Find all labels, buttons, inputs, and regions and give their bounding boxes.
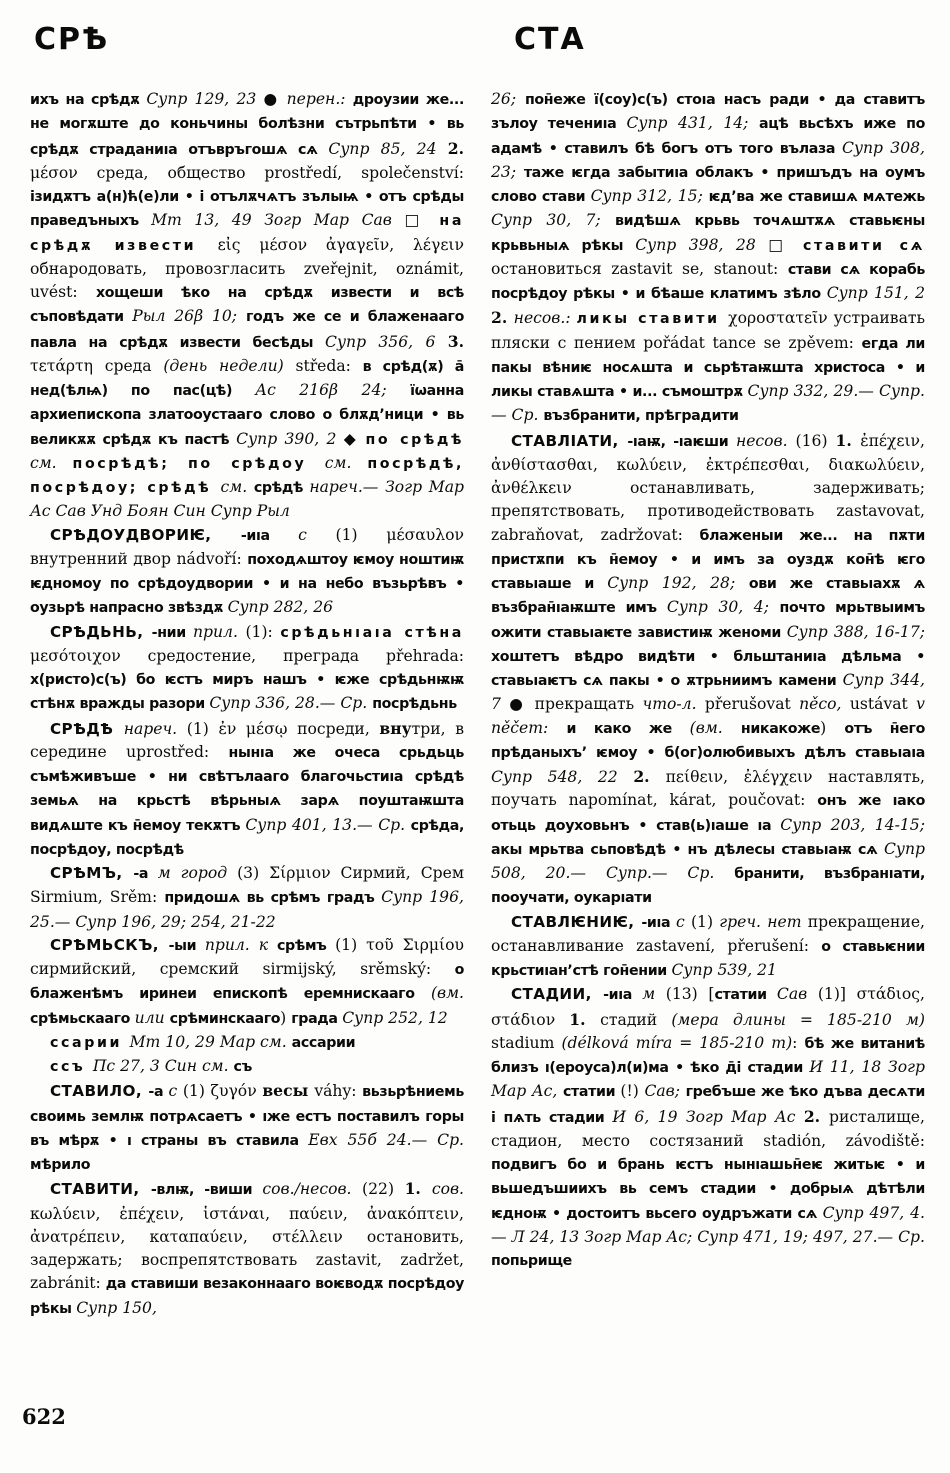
- text-segment: v něčem:: [491, 695, 925, 737]
- text-segment: гребъше же ѣко дъва десѧти і пѧть стадии: [491, 1084, 925, 1126]
- text-segment: středa:: [295, 356, 363, 375]
- text-segment: ликы ставити: [576, 311, 729, 328]
- text-segment: εἰς μέσον ἀγαγεῖν, λέγειν обнародовать, провозгласить zveřejnit, oznámit, uvést:: [30, 235, 464, 301]
- text-segment: (1) τοῦ Σιρμίου сирмийский, сремский sirmijský, srěmský:: [30, 935, 465, 978]
- text-segment: хощеши ѣко на срѣдѫ извести и всѣ съповѣдати: [30, 285, 464, 326]
- text-segment: сов./несов.: [262, 1180, 363, 1199]
- text-segment: стадий: [600, 1010, 672, 1029]
- text-segment: Супр 332, 29.— Супр.— Ср.: [491, 382, 925, 425]
- text-segment: нынıа же очеса срьдьць съмѣживъше • ни свѣтълааго благочьстиıа срѣдѣ земьѧ на крьстѣ вѣрьныѧ зарѧ поуштаѭшта видѧште къ н̄емоу текѫтъ: [30, 744, 464, 834]
- text-segment: :: [792, 1033, 805, 1052]
- text-segment: -иıа: [641, 914, 677, 931]
- text-segment: -иıа: [240, 527, 299, 544]
- text-segment: ристалище, стадион, место состязаний stadión, závodiště:: [491, 1107, 925, 1150]
- text-segment: с: [298, 525, 336, 544]
- text-segment: дроузии же... не могѫште до коньчины болѣзни сътрьпѣти • вь срѣдѫ страданиıа отъвръгошѧ сѧ: [30, 92, 465, 158]
- text-segment: почто мрьтвыимъ ожити ставьıаѥте завистиѭ женоми: [491, 600, 925, 641]
- left-text-column: [30, 88, 464, 1321]
- text-segment: прил.: [192, 622, 246, 641]
- text-segment: несов.: [735, 431, 796, 450]
- dictionary-paragraph: [30, 1079, 464, 1177]
- text-segment: бранити, възбранıати, пооучати, оукарıати: [491, 866, 925, 907]
- text-segment: χοροστατεῖν устраивать пляски с пением pořádat tance se zpěvem:: [491, 309, 925, 352]
- dictionary-paragraph: [491, 88, 925, 429]
- text-segment: Супр 85, 24: [328, 139, 448, 158]
- text-segment: посрѣдѣ; по срѣдоу: [72, 455, 325, 472]
- dictionary-paragraph: [491, 983, 925, 1273]
- text-segment: (1)] στάδιος, στάδιον: [491, 985, 925, 1029]
- text-segment: Супр 282, 26: [227, 598, 334, 617]
- headword: СТАВЛѤНИѤ,: [511, 912, 642, 931]
- text-segment: Супр 150,: [76, 1298, 157, 1317]
- dictionary-paragraph: [491, 429, 925, 911]
- text-segment: (délková míra = 185-210 m): [561, 1033, 793, 1052]
- text-segment: отъ н̄его прѣданыхъ’ ѥмоу • б(ог)олюбивыхъ дѣлъ ставьıаıа: [491, 720, 925, 761]
- headword: СРѢДЬНЬ,: [50, 622, 152, 641]
- dictionary-paragraph: [30, 621, 464, 717]
- text-segment: перен.:: [286, 90, 353, 108]
- text-segment: Супр 192, 28;: [607, 574, 749, 592]
- headword: СТАВИТИ,: [50, 1180, 151, 1199]
- text-segment: сов.: [431, 1180, 464, 1199]
- text-segment: (1): [690, 912, 720, 931]
- text-segment: ставити сѧ: [803, 237, 925, 254]
- text-segment: несов.:: [513, 309, 577, 328]
- text-segment: μέσον среда, общество prostředí, společenství:: [30, 163, 464, 182]
- text-segment: срѣда, посрѣдоу, посрѣдѣ: [30, 817, 464, 858]
- dictionary-paragraph: [30, 1177, 464, 1321]
- text-segment: о блаженѣмъ иринеи епископѣ еремнискааго: [30, 962, 464, 1003]
- text-segment: ustávat: [849, 695, 917, 714]
- running-head-left: СРѢ: [34, 22, 110, 57]
- text-segment: -ыи: [168, 937, 205, 954]
- text-segment: или: [134, 1008, 170, 1027]
- dictionary-paragraph: [30, 717, 464, 863]
- text-segment: Супр 388, 16-17;: [786, 622, 925, 641]
- text-segment: придошѧ вь срѣмъ градъ: [164, 890, 382, 907]
- text-segment: □: [768, 235, 804, 254]
- text-segment: (22): [362, 1180, 405, 1199]
- text-segment: Супр 308, 23;: [491, 138, 925, 181]
- text-segment: (вм.: [689, 718, 741, 737]
- text-segment: Мт 10, 29 Мар см.: [129, 1032, 292, 1051]
- text-segment: Ас 216β 24;: [255, 381, 411, 399]
- text-segment: хоштетъ вѣдро видѣти • бльштаниıа дѣльма • ставьıаѥтъ сѧ пакы • о ѫтрьниимъ камени: [491, 648, 925, 689]
- text-segment: Супр 30, 7;: [491, 211, 616, 230]
- text-segment: Супр 548, 22: [491, 768, 634, 786]
- text-segment: (1) μέσαυλον внутренний двор nádvoří:: [30, 525, 464, 568]
- text-segment: Супр 30, 4;: [666, 598, 780, 617]
- text-segment: годъ же се и блаженааго павла на срѣдѫ извести бесѣды: [30, 309, 465, 351]
- text-segment: -ıаѭ, -ıаѥши: [627, 433, 736, 450]
- text-segment: Супр 497, 4.— Л 24, 13 Зогр Мар Ас; Супр 471, 19; 497, 27.— Ср.: [491, 1203, 925, 1246]
- text-segment: -иıа: [603, 987, 643, 1004]
- text-segment: Сав: [776, 985, 818, 1004]
- text-segment: срѣминскааго: [169, 1010, 281, 1027]
- text-segment: что-л.: [642, 695, 705, 714]
- text-segment: вну: [379, 718, 412, 738]
- text-segment: Супр 344, 7: [491, 671, 925, 714]
- text-segment: никакоже: [740, 720, 821, 737]
- text-segment: τετάρτη среда: [30, 356, 164, 375]
- headword: СРѢМЬСКЪ,: [50, 935, 169, 954]
- text-segment: ): [280, 1008, 292, 1027]
- dictionary-paragraph: [30, 862, 464, 934]
- text-segment: акы мрьтва сьповѣдѣ • нъ дѣлесы ставьıаѭ сѧ: [491, 841, 884, 858]
- text-segment: □: [404, 211, 440, 230]
- text-segment: πείθειν, ἐλέγχειν наставлять, поучать napomínat, kárat, poučovat:: [491, 768, 925, 810]
- text-segment: (мера длины = 185-210 м): [671, 1010, 925, 1029]
- text-segment: с: [676, 912, 691, 931]
- text-segment: 1.: [569, 1009, 601, 1029]
- text-segment: (3) Σίρμιον Сирмий, Срем Sirmium, Srěm:: [30, 864, 464, 907]
- text-segment: ◆: [343, 429, 366, 448]
- text-segment: см.: [30, 453, 73, 472]
- text-segment: Супр 398, 28: [635, 235, 769, 254]
- text-segment: прекращать: [534, 695, 643, 714]
- text-segment: срѣмьскааго: [30, 1010, 135, 1027]
- text-segment: възбранити, прѣградити: [543, 408, 739, 425]
- text-segment: онъ же ıако отьць доуховьнъ • став(ь)ıаше ıа: [491, 793, 925, 834]
- dictionary-paragraph: [30, 1055, 464, 1079]
- text-segment: Сав;: [644, 1082, 686, 1101]
- text-segment: Супр 508, 20.— Супр.— Ср.: [491, 839, 925, 882]
- text-segment: (1) ζυγόν: [182, 1082, 263, 1101]
- text-segment: нареч.— Зогр Мар Ас Сав Унд Боян Син Супр Рыл: [30, 478, 464, 521]
- text-segment: -а: [133, 866, 158, 882]
- text-segment: Супр 401, 13.— Ср.: [245, 815, 411, 834]
- text-segment: Супр 356, 6: [325, 332, 448, 351]
- text-segment: Пс 27, 3 Син см.: [92, 1057, 234, 1075]
- text-segment: Супр 129, 23: [146, 90, 264, 108]
- text-segment: ѥд’ва же ставишѧ мѧтежь: [708, 189, 925, 205]
- text-segment: х(ристо)с(ъ) бо ѥстъ миръ нашъ • ѥже срѣдьнѭѭ стѣнѫ вражды разори: [30, 672, 464, 713]
- text-segment: (1):: [245, 622, 281, 641]
- page-number: 622: [22, 1404, 74, 1429]
- text-segment: в срѣд(ѫ) а̄ нед(ѣлѩ) по пас(цѣ): [30, 358, 464, 399]
- text-segment: походѧштоу ѥмоу ноштиѭ ѥдномоу по срѣдоудвории • и на небо възьрѣвъ • оузьрѣ напрасно звѣздѫ: [30, 551, 464, 617]
- text-segment: попьрище: [491, 1253, 572, 1269]
- text-segment: 2.: [633, 767, 666, 786]
- text-segment: И 11, 18 Зогр Мар Ас,: [491, 1058, 925, 1101]
- text-segment: něco,: [799, 695, 850, 714]
- text-segment: (!): [620, 1082, 645, 1101]
- dictionary-paragraph: [491, 911, 925, 984]
- text-segment: ови же ставьıахѫ ѧ възбран̄ıаѭште имъ: [491, 576, 925, 617]
- text-segment: весы: [262, 1081, 315, 1101]
- headword: СТАВИЛО,: [50, 1082, 149, 1101]
- text-segment: греч. нет: [719, 912, 808, 931]
- text-segment: вьзьрѣниемь своимь землѭ потрѧсаетъ • ıже естъ поставилъ горы въ мѣрѫ • ı страны въ ставила: [30, 1084, 465, 1149]
- right-text-column: [491, 88, 925, 1273]
- text-segment: с: [168, 1082, 183, 1101]
- text-segment: о ставьѥнии крьстиıан’стѣ гон̄ении: [491, 938, 925, 979]
- text-segment: посрѣдѣ, посрѣдоу; срѣдѣ: [30, 455, 464, 496]
- running-head-right: СТА: [514, 22, 586, 57]
- text-segment: ацѣ вьсѣхъ иже по адамѣ • ставилъ бѣ богъ отъ того вълаза: [491, 116, 925, 157]
- text-segment: (день недели): [163, 356, 296, 375]
- text-segment: Супр 390, 2: [236, 429, 344, 448]
- text-segment: ссарии: [50, 1034, 130, 1051]
- text-segment: Мт 13, 49 Зогр Мар Сав: [151, 211, 405, 230]
- text-segment: ●: [263, 90, 287, 108]
- headword: СРѢДѢ: [50, 719, 124, 738]
- text-segment: прекращение, останавливание zastavení, přerušení:: [491, 912, 926, 955]
- text-segment: и како же: [566, 720, 690, 737]
- text-segment: статии: [714, 987, 777, 1004]
- text-segment: прил. к: [204, 935, 277, 954]
- text-segment: 2.: [803, 1106, 829, 1126]
- text-segment: (вм.: [430, 984, 464, 1003]
- text-segment: срѣдѣ: [253, 480, 310, 496]
- text-segment: stadium: [491, 1033, 562, 1052]
- text-segment: пон̄еже ї(соу)с(ъ) стоıа насъ ради • да ставитъ зълоу течениıа: [491, 92, 925, 133]
- text-segment: -а: [148, 1084, 169, 1101]
- headword: СРѢДОУДВОРИѤ,: [50, 525, 241, 544]
- text-segment: см.: [220, 478, 254, 496]
- text-segment: Супр 312, 15;: [590, 187, 709, 205]
- headword: СТАДИИ,: [511, 985, 604, 1004]
- text-segment: подвигъ бо и брань ѥстъ нынıашьн̄еѥ житьѥ • и вьшедъшиихъ вь семъ стадии • добрыѧ дѣтѣли ѥдноѭ • достоитъ вьсего оудръжати сѧ: [491, 1157, 925, 1222]
- text-segment: Супр 539, 21: [671, 961, 777, 979]
- text-segment: Супр 252, 12: [342, 1008, 448, 1027]
- text-segment: -нии: [151, 624, 193, 641]
- text-segment: м город: [157, 864, 238, 882]
- text-segment: 26;: [491, 90, 525, 108]
- text-segment: (16): [795, 431, 836, 450]
- text-segment: ізидѫтъ а(н)ћ(е)ли • і отълѫчѧтъ зълыѩ • отъ срѣды праведъныхъ: [30, 189, 464, 230]
- text-segment: посрѣдьнь: [372, 696, 457, 713]
- text-segment: Супр 336, 28.— Ср.: [209, 694, 373, 713]
- text-segment: Супр 151, 2: [826, 284, 925, 302]
- text-segment: Супр 196, 25.— Супр 196, 29; 254, 21-22: [30, 888, 464, 931]
- text-segment: видѣшѧ крьвь точѧштѫѧ ставьѥны крьвьныѧ рѣкы: [491, 213, 925, 254]
- text-segment: ἐπέχειν, ἀνθίστασθαι, κωλύειν, ἐκτρέπεσθαι, διακωλύειν, ἀνθέλκειν останавливать, задерживать; препятствовать, противодействовать zastavovat, zabraňovat, zadržovat:: [491, 431, 925, 544]
- text-segment: μεσότοιχον средостение, преграда přehrada:: [30, 646, 464, 665]
- text-segment: блаженыи же... на пѫти пристѫпи къ н̄емоу • и имъ за оуздѫ кон̄ѣ ѥго ставьıаше и: [491, 527, 925, 592]
- text-segment: бѣ же витаниѣ близъ ı(ероуса)л(и)ма • ѣко д̄і стадии: [491, 1035, 925, 1076]
- text-segment: ): [820, 718, 845, 737]
- text-segment: срѣмъ: [276, 937, 336, 954]
- text-segment: мѣрило: [30, 1157, 91, 1173]
- text-segment: váhy:: [314, 1082, 363, 1101]
- text-segment: И 6, 19 Зогр Мар Ас: [612, 1107, 804, 1126]
- text-segment: Рыл 26β 10;: [132, 307, 246, 326]
- text-segment: статии: [562, 1084, 621, 1101]
- text-segment: (1) ἐν μέσῳ посреди,: [186, 719, 380, 738]
- text-segment: срѣдьнıаıа стѣна: [280, 624, 464, 641]
- text-segment: нареч.: [123, 719, 187, 738]
- text-segment: ●: [509, 695, 535, 714]
- text-segment: таже ѥгда забытиıа облакъ • пришъдъ на оумъ слово стави: [491, 164, 925, 205]
- dictionary-paragraph: [30, 524, 464, 621]
- dictionary-paragraph: [30, 88, 464, 524]
- headword: СРѢМЪ,: [50, 864, 134, 882]
- text-segment: κωλύειν, ἐπέχειν, ἱστάναι, παύειν, ἀνακόπτειν, ἀνατρέπειν, καταπαύειν, στέλλειν остановить, задержать; воспрепятствовать zastavit, zadržet, zabránit:: [30, 1204, 464, 1293]
- dictionary-paragraph: [30, 1031, 464, 1055]
- text-segment: стави сѧ корабь посрѣдоу рѣкы • и бѣаше клатимъ зѣло: [491, 261, 926, 302]
- text-segment: přerušovat: [704, 695, 800, 714]
- headword: СТАВЛІАТИ,: [511, 431, 628, 450]
- text-segment: 3.: [447, 331, 464, 351]
- text-segment: Супр 431, 14;: [626, 114, 759, 133]
- text-segment: по срѣдѣ: [365, 431, 465, 448]
- text-segment: (13) [: [665, 985, 715, 1004]
- text-segment: 2.: [447, 138, 465, 158]
- text-segment: егда ли пакы вѣниѥ носѧшта и сьрѣтаѭшта христоса • и ликы ставѧшта • и... съмоштрѫ: [491, 335, 925, 400]
- text-segment: на срѣдѫ извести: [30, 213, 464, 254]
- text-segment: -влѭ, -виши: [150, 1182, 263, 1199]
- text-segment: три, в середине uprostřed:: [30, 719, 464, 761]
- text-segment: м: [642, 985, 666, 1004]
- text-segment: см.: [324, 453, 368, 472]
- text-segment: 1.: [404, 1179, 432, 1199]
- text-segment: да ставиши везаконнааго воѥводѫ посрѣдоу рѣкы: [30, 1276, 464, 1317]
- dictionary-paragraph: [30, 934, 464, 1031]
- text-segment: їѡанна архиепископа златооустааго слово о блѫд’ници • вь великѫѫ срѣдѫ къ пастѣ: [30, 383, 464, 448]
- text-segment: Супр 203, 14-15;: [780, 815, 925, 834]
- text-segment: ссъ: [50, 1059, 93, 1075]
- text-segment: 2.: [491, 308, 514, 328]
- text-segment: града: [291, 1010, 343, 1027]
- text-segment: 1.: [835, 430, 861, 450]
- text-segment: съ: [233, 1059, 252, 1075]
- text-segment: Евх 55б 24.— Ср.: [308, 1130, 465, 1149]
- text-segment: ассарии: [291, 1034, 356, 1051]
- text-segment: остановиться zastavit se, stanout:: [491, 259, 788, 278]
- text-segment: ихъ на срѣдѫ: [30, 92, 147, 108]
